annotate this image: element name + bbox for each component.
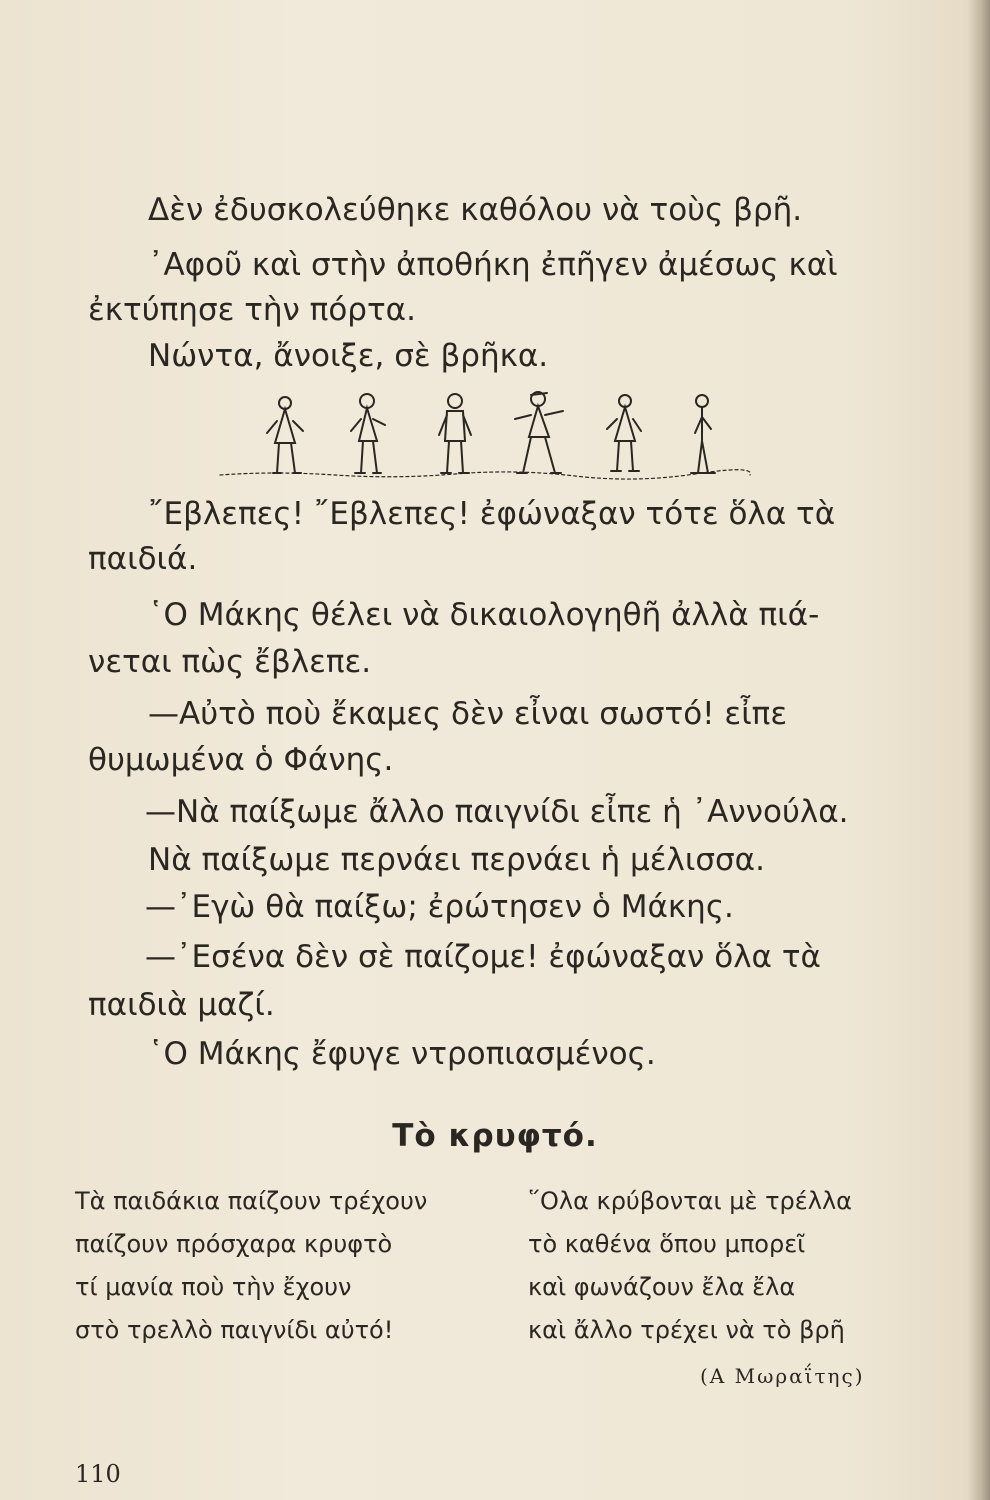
poem-line: καὶ φωνάζουν ἔλα ἔλα [528, 1273, 796, 1301]
poem-line: ῞Ολα κρύβονται μὲ τρέλλα [528, 1187, 852, 1215]
poem-line: τὸ καθένα ὅπου μπορεῖ [528, 1230, 806, 1258]
poem-author: (Α Μωραΐτης) [700, 1364, 865, 1388]
poem-line: τί μανία ποὺ τὴν ἔχουν [75, 1273, 352, 1301]
paragraph: —Νὰ παίξωμε ἄλλο παιγνίδι εἶπε ἡ ᾿Αννούλα. [145, 794, 849, 830]
paragraph: ῎Εβλεπες! ῎Εβλεπες! ἐφώναξαν τότε ὅλα τὰ [148, 496, 836, 532]
paragraph: ᾿Αφοῦ καὶ στὴν ἀποθήκη ἐπῆγεν ἀμέσως καὶ [148, 247, 838, 283]
page-number: 110 [75, 1460, 121, 1488]
paragraph: παιδιά. [88, 541, 198, 577]
poem-line: Τὰ παιδάκια παίζουν τρέχουν [75, 1187, 428, 1215]
paragraph: παιδιὰ μαζί. [88, 987, 275, 1023]
poem-line: στὸ τρελλὸ παιγνίδι αὐτό! [75, 1316, 394, 1344]
poem-title: Τὸ κρυφτό. [392, 1118, 598, 1154]
paragraph: —᾿Εγὼ θὰ παίξω; ἐρώτησεν ὁ Μάκης. [145, 889, 734, 925]
poem-right-stanza [528, 1180, 852, 1352]
poem-line: καὶ ἄλλο τρέχει νὰ τὸ βρῆ [528, 1316, 845, 1344]
poem-left-stanza [75, 1180, 427, 1352]
page-edge-shadow [968, 0, 990, 1500]
paragraph: θυμωμένα ὁ Φάνης. [88, 742, 394, 778]
paragraph: ἐκτύπησε τὴν πόρτα. [88, 292, 416, 328]
paragraph: Νὰ παίξωμε περνάει περνάει ἡ μέλισσα. [148, 842, 765, 878]
poem-line: παίζουν πρόσχαρα κρυφτὸ [75, 1230, 393, 1258]
paragraph: νεται πὼς ἔβλεπε. [88, 644, 372, 680]
paragraph: —᾿Εσένα δὲν σὲ παίζομε! ἐφώναξαν ὅλα τὰ [145, 939, 821, 975]
paragraph: Νώντα, ἄνοιξε, σὲ βρῆκα. [148, 338, 549, 374]
children-figures-icon [215, 385, 755, 485]
paragraph: ῾Ο Μάκης θέλει νὰ δικαιολογηθῆ ἀλλὰ πιά- [148, 597, 820, 633]
paragraph: ῾Ο Μάκης ἔφυγε ντροπιασμένος. [148, 1036, 656, 1072]
paragraph: —Αὐτὸ ποὺ ἔκαμες δὲν εἶναι σωστό! εἶπε [148, 696, 788, 732]
paragraph: Δὲν ἐδυσκολεύθηκε καθόλου νὰ τοὺς βρῆ. [148, 192, 803, 228]
